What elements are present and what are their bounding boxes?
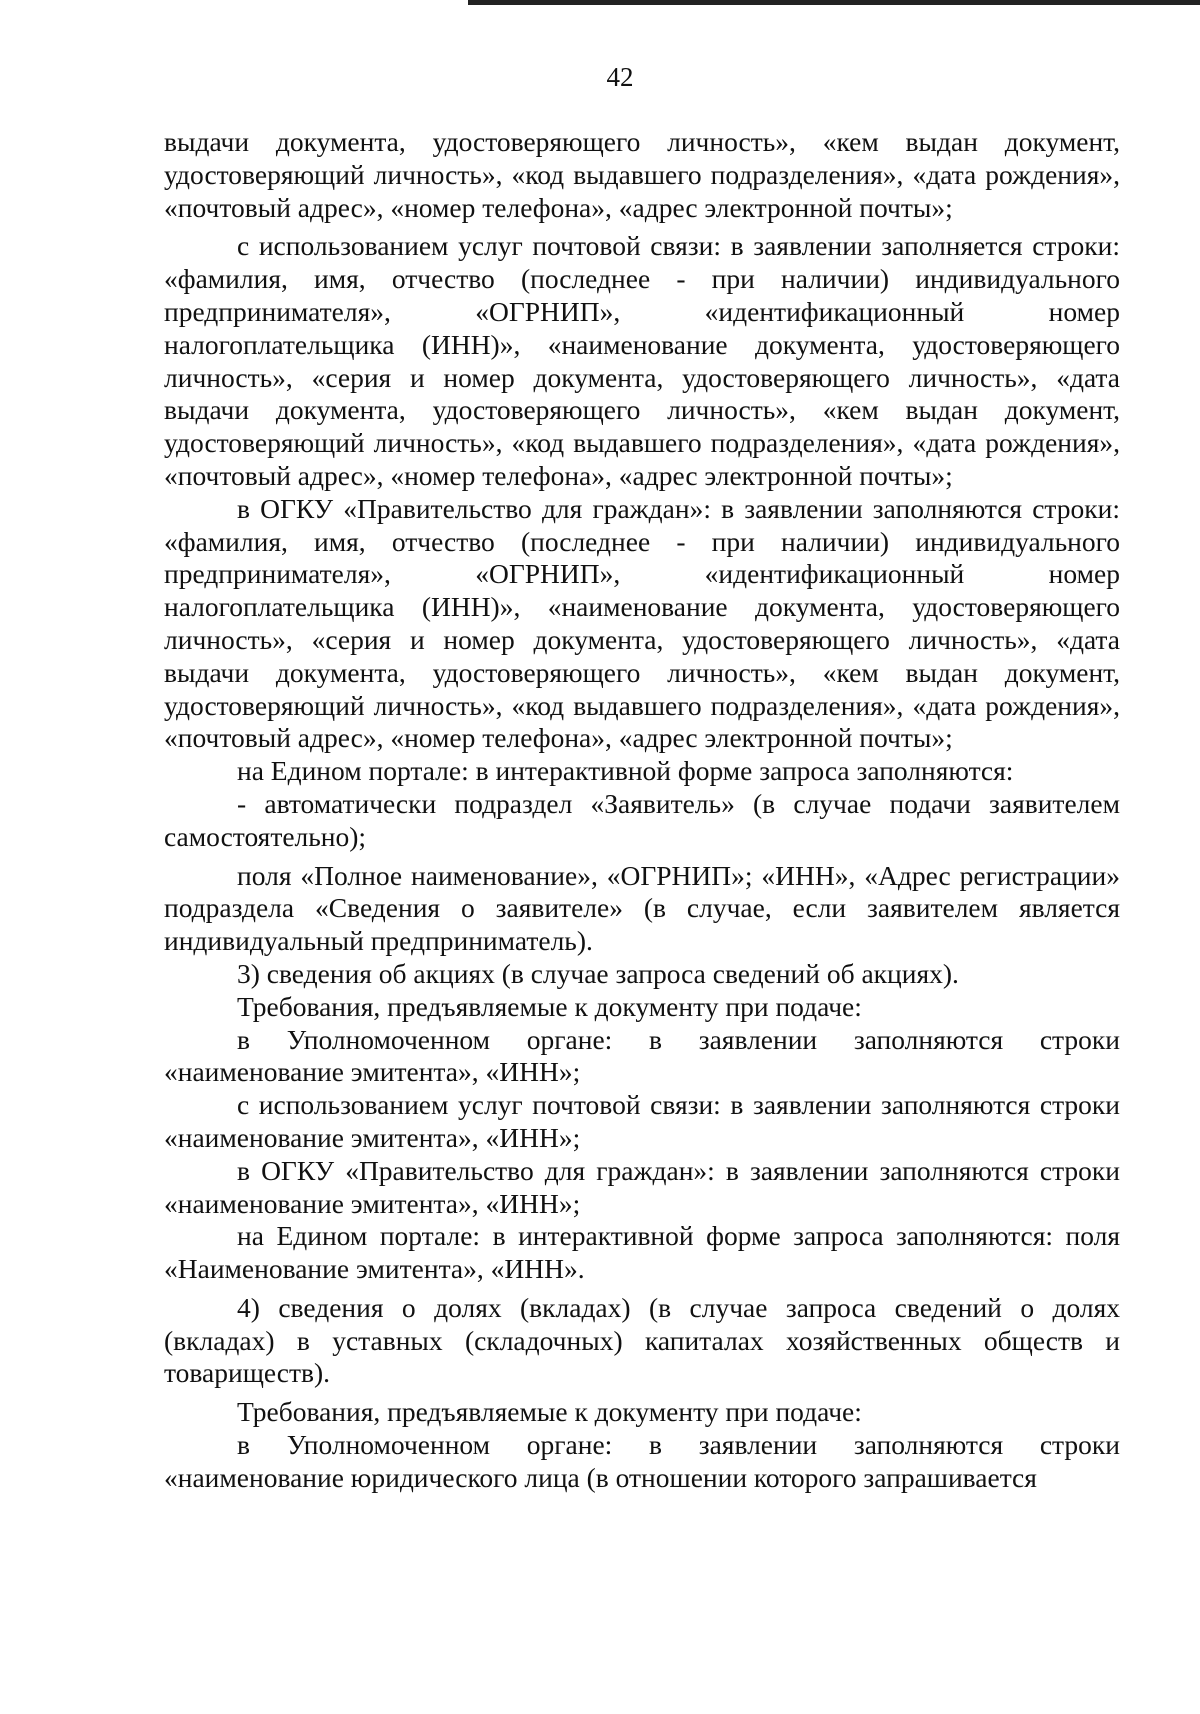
- paragraph-7: 3) сведения об акциях (в случае запроса сведений об акциях).: [237, 957, 959, 989]
- paragraph-13: 4) сведения о долях (вкладах) (в случае запроса сведений о долях (вкладах) в уставных (складочных) капиталах хозяйственных обществ и товариществ).: [164, 1291, 1120, 1389]
- paragraph-11: в ОГКУ «Правительство для граждан»: в заявлении заполняются строки «наименование эмитента», «ИНН»;: [164, 1154, 1120, 1219]
- paragraph-14: Требования, предъявляемые к документу при подаче:: [237, 1396, 862, 1428]
- paragraph-4: на Едином портале: в интерактивной форме запроса заполняются:: [237, 755, 1014, 787]
- paragraph-1: выдачи документа, удостоверяющего личность», «кем выдан документ, удостоверяющий личность», «код выдавшего подразделения», «дата рождения», «почтовый адрес», «номер телефона», «адрес электронной почты»;: [164, 126, 1120, 223]
- page-number: 42: [606, 62, 634, 92]
- paragraph-10: с использованием услуг почтовой связи: в заявлении заполняются строки «наименование эмитента», «ИНН»;: [164, 1089, 1120, 1153]
- paragraph-6: поля «Полное наименование», «ОГРНИП»; «ИНН», «Адрес регистрации» подраздела «Сведения о заявителе» (в случае, если заявителем является индивидуальный предприниматель).: [164, 859, 1120, 957]
- paragraph-3: в ОГКУ «Правительство для граждан»: в заявлении заполняются строки: «фамилия, имя, отчество (последнее - при наличии) индивидуального предпринимателя», «ОГРНИП», «идентификационный номер налогоплательщика (ИНН)», «наименование документа, удостоверяющего личность», «серия и номер документа, удостоверяющего личность», «дата выдачи документа, удостоверяющего личность», «кем выдан документ, удостоверяющий личность», «код выдавшего подразделения», «дата рождения», «почтовый адрес», «номер телефона», «адрес электронной почты»;: [164, 492, 1120, 754]
- paragraph-9: в Уполномоченном органе: в заявлении заполняются строки «наименование эмитента», «ИНН»;: [164, 1023, 1120, 1088]
- paragraph-8: Требования, предъявляемые к документу при подаче:: [237, 990, 862, 1022]
- top-border-rule: [468, 0, 1200, 5]
- paragraph-5: - автоматически подраздел «Заявитель» (в случае подачи заявителем самостоятельно);: [164, 787, 1120, 852]
- paragraph-2: с использованием услуг почтовой связи: в заявлении заполняется строки: «фамилия, имя, отчество (последнее - при наличии) индивидуального предпринимателя», «ОГРНИП», «идентификационный номер налогоплательщика (ИНН)», «наименование документа, удостоверяющего личность», «серия и номер документа, удостоверяющего личность», «дата выдачи документа, удостоверяющего личность», «кем выдан документ, удостоверяющий личность», «код выдавшего подразделения», «дата рождения», «почтовый адрес», «номер телефона», «адрес электронной почты»;: [164, 230, 1120, 491]
- paragraph-12: на Едином портале: в интерактивной форме запроса заполняются: поля «Наименование эмитента», «ИНН».: [164, 1220, 1120, 1285]
- document-body: [164, 126, 1120, 1495]
- paragraph-15: в Уполномоченном органе: в заявлении заполняются строки «наименование юридического лица (в отношении которого запрашивается: [164, 1429, 1120, 1493]
